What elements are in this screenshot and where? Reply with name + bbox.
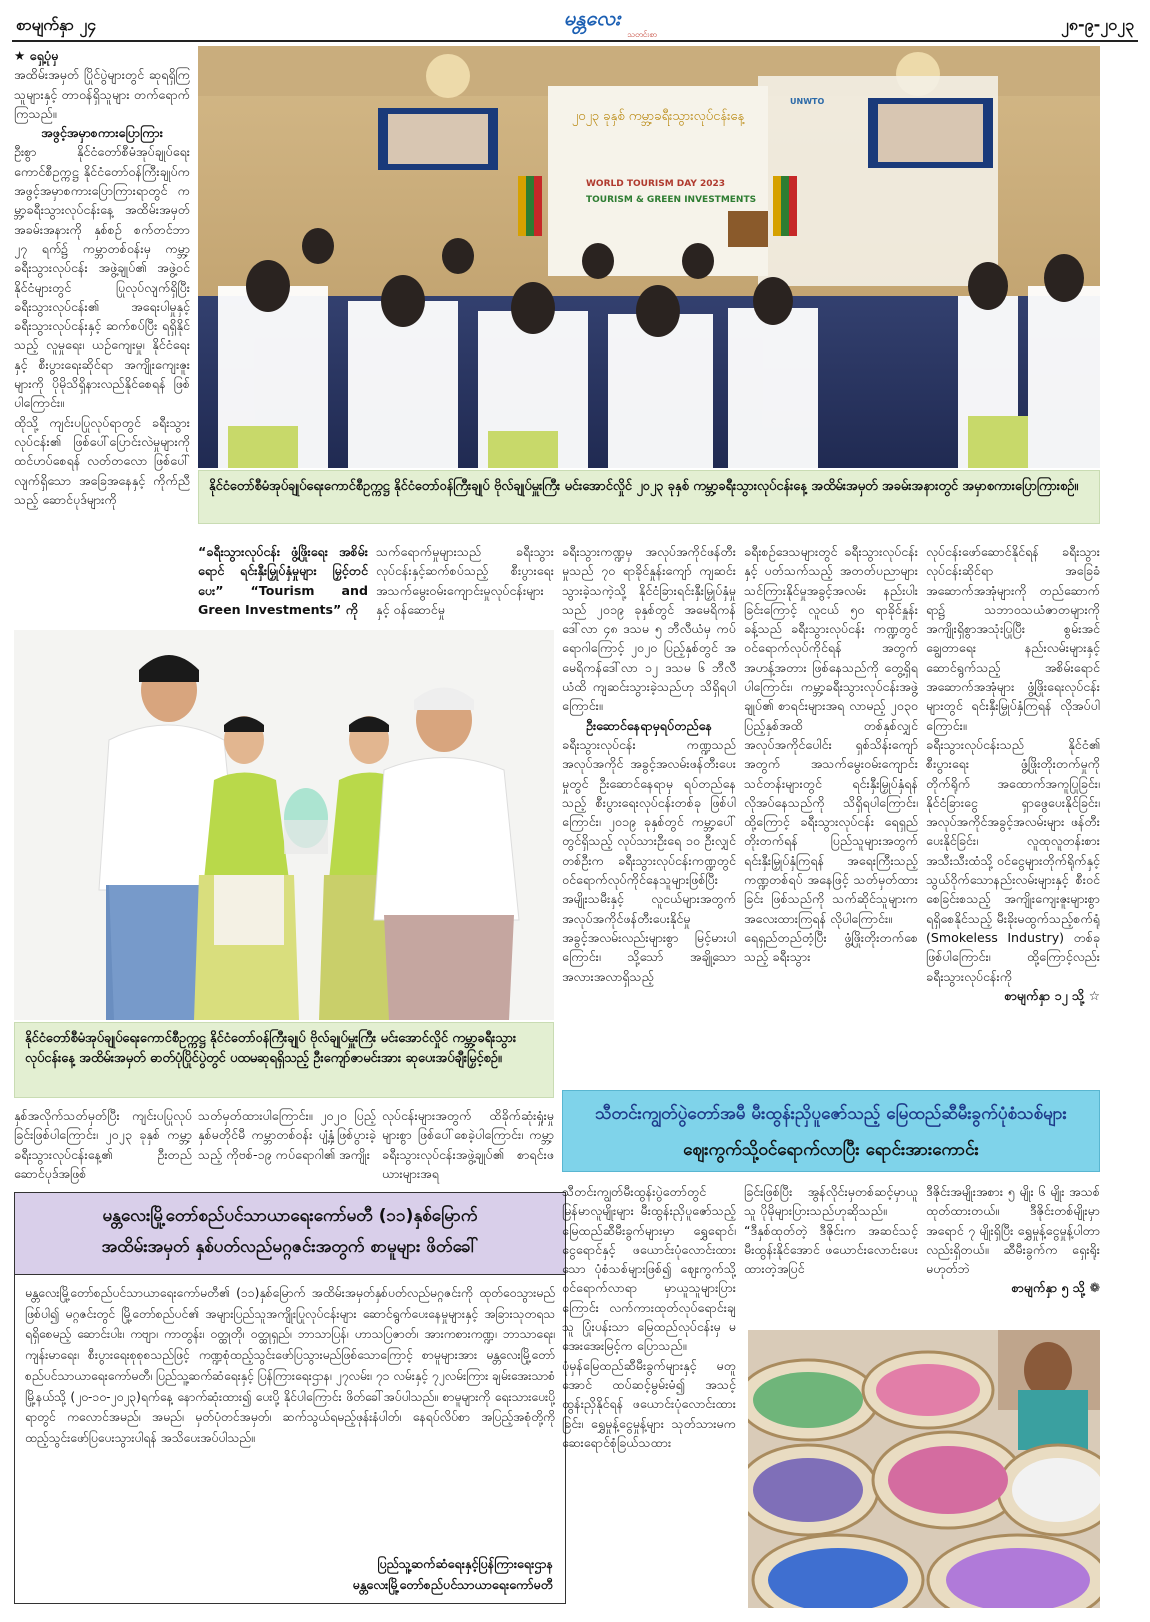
article-column-strip-3: သက်ရောက်မှုများသည် ခရီးသွားလုပ်ငန်းနှင့်ဆက်စပ်သည့် စီးပွားရေး အသက်မွေးဝမ်းကျောင်းမှုလုပ်ငန်းများနှင့် ဝန်ဆောင်မှု — [376, 544, 554, 617]
article-paragraph: ဒီဇိုင်းအမျိုးအစား ၅ မျိုး ၆ မျိုး အသစ်ထုတ်ထားတယ်။ ဒီဇိုင်းတစ်မျိုးမှာ အရောင် ၇ မျိုးရှိပြီး ရွှေမှုန့်ငွေမှုန့်ပါတာလည်းရှိတယ်။ ဆီမီးခွက်က ရှေးရိုးမဟုတ်ဘဲ — [926, 1184, 1100, 1277]
page-number: စာမျက်နှာ ၂၄ — [16, 15, 97, 34]
article-column-6 — [926, 542, 1100, 1080]
article-column-5 — [744, 542, 918, 1080]
market-story-headline — [562, 1090, 1100, 1172]
headline-line-2: ဈေးကွက်သို့ဝင်ရောက်လာပြီး ရောင်းအားကောင်း — [683, 1140, 979, 1160]
banner-title: ၂၀၂၃ ခုနှစ် ကမ္ဘာ့ခရီးသွားလုပ်ငန်းနေ့ — [571, 109, 745, 124]
headline-line-1: သီတင်းကျွတ်ပွဲတော်အမီ မီးထွန်းညှိပူဇော်သည့် မြေထည်ဆီမီးခွက်ပုံစံသစ်များ — [595, 1104, 1067, 1124]
article-column-strip-2: “ခရီးသွားလုပ်ငန်း ဖွံ့ဖြိုးရေး အစိမ်းရောင် ရင်းနှီးမြှုပ်နှံမှုများ မြှင့်တင်ပေး” “Tourism and Green Investments” ကို — [198, 544, 368, 617]
notice-sign-committee: မန္တလေးမြို့တော်စည်ပင်သာယာရေးကော်မတီ — [352, 1577, 553, 1592]
article-subheading: အဖွင့်အမှာစကားပြောကြား — [41, 125, 163, 141]
notice-sign-department: ပြည်သူ့ဆက်ဆံရေးနှင့်ပြန်ကြားရေးဌာန — [377, 1556, 553, 1571]
article-paragraph: ထိုသို့ ကျင်းပပြုလုပ်ရာတွင် ခရီးသွားလုပ်ငန်း၏ ဖြစ်ပေါ်ပြောင်းလဲမှုများကို ထင်ဟပ်စေရန် လတ်တလော ဖြစ်ပေါ်လျက်ရှိသော အခြေအနေနှင့် ကိုက်ညီသည့် ဆောင်ပုဒ်များကို — [14, 414, 190, 507]
article-paragraph: ရေရှည်တည်တံ့ပြီး ဖွံ့ဖြိုးတိုးတက်စေသည့် ခရီးသွား — [744, 929, 918, 965]
market-story-column-2 — [744, 1182, 918, 1318]
article-paragraph: ခြင်းဖြစ်ပြီး အွန်လိုင်းမှတစ်ဆင့်မှာယူသူ ပိုမိုများပြားသည်ဟုဆိုသည်။ — [744, 1184, 918, 1219]
article-column-strip-1 — [14, 542, 190, 622]
conference-photo-illustration — [198, 46, 1100, 468]
masthead — [12, 6, 1138, 44]
continued-from-label: ★ ရှေ့ပုံမှ — [14, 48, 59, 63]
article-paragraph: ပုံမှန်မြေထည်ဆီမီးခွက်များနှင့် မတူအောင် ထပ်ဆင့်မွမ်းမံ၍ အသင့်ထွန်းညှိနိုင်ရန် ဖယောင်းပုံလောင်းထားခြင်း၊ ရွှေမှုန့်ငွေမှုန့်များ သုတ်သားမက ဆေးရောင်စုံခြယ်သထား — [562, 1357, 736, 1450]
article-column-bottom-2: သတ်မှတ်ထားပါကြောင်း။ ၂၀၂၀ ပြည့်နှစ်မတိုင်မီ ကမ္ဘာတစ်ဝန်း ပျံ့နှံ့ဖြစ်ပွားခဲ့သည့် ကိုဗစ်-၁၉ ကပ်ရောဂါ၏ အကျိုး — [198, 1108, 376, 1162]
tourism-green-investments-label: TOURISM & GREEN INVESTMENTS — [586, 195, 757, 205]
article-paragraph: ခရီးသွားလုပ်ငန်း ကဏ္ဍသည် အလုပ်အကိုင် အခွင့်အလမ်းဖန်တီးပေးမှုတွင် ဦးဆောင်နေရာမှ ရပ်တည်နေသည့် စီးပွားရေးလုပ်ငန်းတစ်ခု ဖြစ်ပါကြောင်း၊ ၂၀၁၉ ခုနှစ်တွင် ကမ္ဘာ့ပေါ်တွင်ရှိသည့် လုပ်သားဦးရေ ၁၀ ဦးလျှင် တစ်ဦးက ခရီးသွားလုပ်ငန်းကဏ္ဍတွင် ဝင်ရောက်လုပ်ကိုင်နေသူများဖြစ်ပြီး အမျိုးသမီးနှင့် လူငယ်များအတွက် အလုပ်အကိုင်ဖန်တီးပေးနိုင်မှု အခွင့်အလမ်းလည်းများစွာ မြင့်မားပါကြောင်း၊ သို့သော် အချို့သော အလားအလာရှိသည့် — [562, 736, 736, 984]
oil-lamp-market-photo — [748, 1330, 1100, 1608]
article-column-1 — [14, 46, 190, 521]
award-photo-illustration — [14, 630, 554, 1020]
article-column-bottom-3: လုပ်ငန်းများအတွက် ထိခိုက်ဆုံးရှုံးမှုများစွာ ဖြစ်ပေါ်စေခဲ့ပါကြောင်း၊ ကမ္ဘာ့ခရီးသွားလုပ်ငန်းအဖွဲ့ချုပ်၏ စာရင်းဖယားများအရ — [382, 1108, 554, 1181]
article-quote: “ဒီနှစ်ထုတ်တဲ့ ဒီဇိုင်းက အဆင်သင့် မီးထွန်းနိုင်အောင် ဖယောင်းလောင်းပေးထားတဲ့အပြင် — [744, 1222, 918, 1277]
article-column-bottom-1: နှစ်အလိုက်သတ်မှတ်ပြီး ကျင်းပပြုလုပ်ခြင်းဖြစ်ပါကြောင်း၊ ၂၀၂၃ ခုနှစ် ကမ္ဘာ့ခရီးသွားလုပ်ငန်းနေ့၏ ဦးတည်ဆောင်ပုဒ်အဖြစ် — [14, 1108, 192, 1181]
newspaper-logo — [517, 6, 667, 42]
article-paragraph: ခရီးသွားကဏ္ဍမှ အလုပ်အကိုင်ဖန်တီးမှုသည် ၇၀ ရာခိုင်နှုန်းကျော် ကျဆင်းသွားခဲ့သကဲ့သို့ နိုင်ငံခြားရင်းနှီးမြှုပ်နှံမှုသည် ၂၀၁၉ ခုနှစ်တွင် အမေရိကန်ဒေါ်လာ ၄၈ ဒသမ ၅ ဘီလီယံမှ ကပ်ရောဂါကြောင့် ၂၀၂၀ ပြည့်နှစ်တွင် အမေရိကန်ဒေါ်လာ ၁၂ ဒသမ ၆ ဘီလီယံထိ ကျဆင်းသွားခဲ့သည်ဟု သိရှိရပါကြောင်း။ — [562, 544, 736, 714]
article-paragraph: သီတင်းကျွတ်မီးထွန်းပွဲတော်တွင် မြန်မာလူမျိုးများ မီးထွန်းညှိပူဇော်သည့် မြေထည်ဆီမီးခွက်များမှာ ရွှေရောင်၊ ငွေရောင်နှင့် ဖယောင်းပုံလောင်းထားသော ပုံစံသစ်များဖြစ်၍ ဈေးကွက်သို့ဝင်ရောက်လာရာ မှာယူသူများပြားကြောင်း လက်ကားထုတ်လုပ်ရောင်းချသူ ပြုံးပန်းသာ မြေထည်လုပ်ငန်းမှ မအေးအေးမြင့်က ပြောသည်။ — [562, 1184, 736, 1354]
conference-photo — [198, 46, 1100, 468]
continued-to-label: စာမျက်နှာ ၁၂ သို့ ☆ — [1004, 987, 1100, 1003]
article-paragraph: ခရီးသွားလုပ်ငန်းသည် နိုင်ငံ၏ စီးပွားရေး ဖွံ့ဖြိုးတိုးတက်မှုကို တိုက်ရိုက် အထောက်အကူပြုခြင်း၊ နိုင်ငံခြားငွေ ရှာဖွေပေးနိုင်ခြင်း၊ အလုပ်အကိုင်အခွင့်အလမ်းများ ဖန်တီးပေးနိုင်ခြင်း၊ လူထုလူတန်းစား အသီးသီးထံသို့ ဝင်ငွေများတိုက်ရိုက်နှင့် သွယ်ဝိုက်သောနည်းလမ်းများနှင့် စီးဝင်စေခြင်းစသည့် အကျိုးကျေးဇူးများစွာရရှိစေနိုင်သည့် မီးခိုးမထွက်သည့်စက်ရုံ (Smokeless Industry) တစ်ခုဖြစ်ပါကြောင်း၊ ထို့ကြောင့်လည်း ခရီးသွားလုပ်ငန်းကို — [926, 736, 1100, 984]
magazine-call-notice — [14, 1192, 566, 1604]
notice-body: မန္တလေးမြို့တော်စည်ပင်သာယာရေးကော်မတီ၏ (၁၁)နှစ်မြောက် အထိမ်းအမှတ်နှစ်ပတ်လည်မဂ္ဂဇင်းကို ထုတ်ဝေသွားမည်ဖြစ်ပါ၍ မဂ္ဂဇင်းတွင် မြို့တော်စည်ပင်၏ အများပြည်သူအကျိုးပြုလုပ်ငန်းများ ဆောင်ရွက်ပေးနေမှုများနှင့် အခြားသုတရသရရှိစေမည့် ဆောင်းပါး၊ ကဗျာ၊ ကာတွန်း၊ ဝတ္ထုတို၊ ဝတ္ထုရှည်၊ ဘာသာပြန်၊ ဟာသပြဇာတ်၊ အားကစားကဏ္ဍ၊ ဘာသာရေး၊ ကျန်းမာရေး၊ စီးပွားရေးစုစုစသည်ဖြင့် ကဏ္ဍစုံထည့်သွင်းဖော်ပြသွားမည်ဖြစ်သောကြောင့် စာမူများအား မန္တလေးမြို့တော်စည်ပင်သာယာရေးကော်မတီ၊ ပြည်သူ့ဆက်ဆံရေးနှင့် ပြန်ကြားရေးဌာန၊ ၂၇လမ်း၊ ၇၁ လမ်းနှင့် ၇၂လမ်းကြား ချမ်းအေးသာစံမြို့နယ်သို့ (၂၀-၁၀-၂၀၂၃)ရက်နေ့ နောက်ဆုံးထား၍ ပေးပို့ နိုင်ပါကြောင်း ဖိတ်ခေါ်အပ်ပါသည်။ စာမူများကို ရေးသားပေးပို့ရာတွင် ကလောင်အမည်၊ အမည်၊ မှတ်ပုံတင်အမှတ်၊ ဆက်သွယ်ရမည့်ဖုန်းနံပါတ်၊ နေရပ်လိပ်စာ အပြည့်အစုံတို့ကို ထည့်သွင်းဖော်ပြပေးသွားပါရန် အသိပေးအပ်ပါသည်။ — [25, 1286, 555, 1445]
conference-photo-caption: နိုင်ငံတော်စီမံအုပ်ချုပ်ရေးကောင်စီဥက္ကဋ္ဌ နိုင်ငံတော်ဝန်ကြီးချုပ် ဗိုလ်ချုပ်မှူးကြီး မင်းအောင်လှိုင် ၂၀၂၃ ခုနှစ် ကမ္ဘာ့ခရီးသွားလုပ်ငန်းနေ့ အထိမ်းအမှတ် အခမ်းအနားတွင် အမှာစကားပြောကြားစဉ်။ — [198, 470, 1100, 524]
notice-signature — [353, 1553, 553, 1595]
masthead-rule — [12, 40, 1138, 42]
unwto-label: UNWTO — [790, 97, 825, 106]
continued-to-label: စာမျက်နှာ ၅ သို့ ❁ — [1011, 1280, 1100, 1296]
logo-text: မန္တလေး — [563, 6, 621, 30]
article-paragraph: ဦးစွာ နိုင်ငံတော်စီမံအုပ်ချုပ်ရေးကောင်စီဥက္ကဋ္ဌ နိုင်ငံတော်ဝန်ကြီးချုပ်က အဖွင့်အမှာစကားပြောကြားရာတွင် ကမ္ဘာ့ခရီးသွားလုပ်ငန်းနေ့ အထိမ်းအမှတ်အခမ်းအနားကို နှစ်စဉ် စက်တင်ဘာ ၂၇ ရက်၌ ကမ္ဘာတစ်ဝန်းမှ ကမ္ဘာ့ခရီးသွားလုပ်ငန်း အဖွဲ့ချုပ်၏ အဖွဲ့ဝင်နိုင်ငံများတွင် ပြုလုပ်လျက်ရှိပြီး ခရီးသွားလုပ်ငန်း၏ အရေးပါမှုနှင့် ခရီးသွားလုပ်ငန်းနှင့် ဆက်စပ်ပြီး ရရှိနိုင်သည့် လူမှုရေး၊ ယဉ်ကျေးမှု၊ နိုင်ငံရေးနှင့် စီးပွားရေးဆိုင်ရာ အကျိုးကျေးဇူးများကို ပိုမိုသိရှိနားလည်နိုင်စေရန် ဖြစ်ပါကြောင်း။ — [14, 144, 190, 411]
oil-lamp-baskets-illustration — [748, 1330, 1100, 1608]
article-paragraph: လုပ်ငန်းဖော်ဆောင်နိုင်ရန် ခရီးသွားလုပ်ငန်းဆိုင်ရာ အခြေခံ အဆောက်အအုံများကို တည်ဆောက်ရာ၌ သဘာဝသယံဇာတများကို အကျိုးရှိစွာအသုံးပြုပြီး စွမ်းအင်ချွေတာရေး နည်းလမ်းများနှင့် ဆောင်ရွက်သည့် အစိမ်းရောင်အဆောက်အအုံများ ဖွံ့ဖြိုးရေးလုပ်ငန်းများတွင် ရင်းနှီးမြှုပ်နှံကြရန် လိုအပ်ပါကြောင်း။ — [926, 544, 1100, 733]
market-story-column-1 — [562, 1182, 736, 1607]
award-photo-caption: နိုင်ငံတော်စီမံအုပ်ချုပ်ရေးကောင်စီဥက္ကဋ္ဌ နိုင်ငံတော်ဝန်ကြီးချုပ် ဗိုလ်ချုပ်မှူးကြီး မင်းအောင်လှိုင် ကမ္ဘာ့ခရီးသွားလုပ်ငန်းနေ့ အထိမ်းအမှတ် ဓာတ်ပုံပြိုင်ပွဲတွင် ပထမဆုရရှိသည့် ဦးကျော်ဇာမင်းအား ဆုပေးအပ်ချီးမြှင့်စဉ်။ — [14, 1022, 554, 1098]
issue-date: ၂၈-၉-၂၀၂၃ — [1061, 15, 1134, 34]
article-paragraph: အထိမ်းအမှတ် ပြိုင်ပွဲများတွင် ဆုရရှိကြသူများနှင့် တာဝန်ရှိသူများ တက်ရောက်ကြသည်။ — [14, 67, 190, 121]
article-subheading: ဦးဆောင်နေရာမှရပ်တည်နေ — [585, 717, 713, 733]
notice-title-line-1: မန္တလေးမြို့တော်စည်ပင်သာယာရေးကော်မတီ (၁၁)နှစ်မြောက် — [102, 1206, 478, 1226]
notice-title — [15, 1193, 565, 1275]
article-column-4 — [562, 542, 736, 1080]
market-story-column-3 — [926, 1182, 1100, 1318]
award-photo — [14, 630, 554, 1020]
article-paragraph: ခရီးစဉ်ဒေသများတွင် ခရီးသွားလုပ်ငန်းနှင့် ပတ်သက်သည့် အတတ်ပညာများ သင်ကြားနိုင်မှုအခွင့်အလမ်း နည်းပါးခြင်းကြောင့် လူငယ် ၅၀ ရာခိုင်နှုန်းခန့်သည် ခရီးသွားလုပ်ငန်း ကဏ္ဍတွင် ဝင်ရောက်လုပ်ကိုင်ရန် အတွက် အဟန့်အတား ဖြစ်နေသည်ကို တွေ့ရှိရပါကြောင်း၊ ကမ္ဘာ့ခရီးသွားလုပ်ငန်းအဖွဲ့ချုပ်၏ စာရင်းများအရ လာမည့် ၂၀၃၀ ပြည့်နှစ်အထိ တစ်နှစ်လျှင် အလုပ်အကိုင်ပေါင်း ရှစ်သိန်းကျော်အတွက် အသက်မွေးဝမ်းကျောင်း သင်တန်းများတွင် ရင်းနှီးမြှုပ်နှံရန် လိုအပ်နေသည်ကို သိရှိရပါကြောင်း၊ ထို့ကြောင့် ခရီးသွားလုပ်ငန်း ရေရှည်တိုးတက်ရန် ပြည်သူများအတွက် ရင်းနှီးမြှုပ်နှံကြရန် အရေးကြီးသည့် ကဏ္ဍတစ်ရပ် အနေဖြင့် သတ်မှတ်ထားခြင်း ဖြစ်သည်ကို သက်ဆိုင်သူများက အလေးထားကြရန် လိုပါကြောင်း။ — [744, 544, 918, 926]
notice-title-line-2: အထိမ်းအမှတ် နှစ်ပတ်လည်မဂ္ဂဇင်းအတွက် စာမူများ ဖိတ်ခေါ် — [101, 1237, 479, 1257]
world-tourism-day-label: WORLD TOURISM DAY 2023 — [586, 179, 726, 189]
logo-subtext: သတင်းစာ — [627, 30, 657, 39]
